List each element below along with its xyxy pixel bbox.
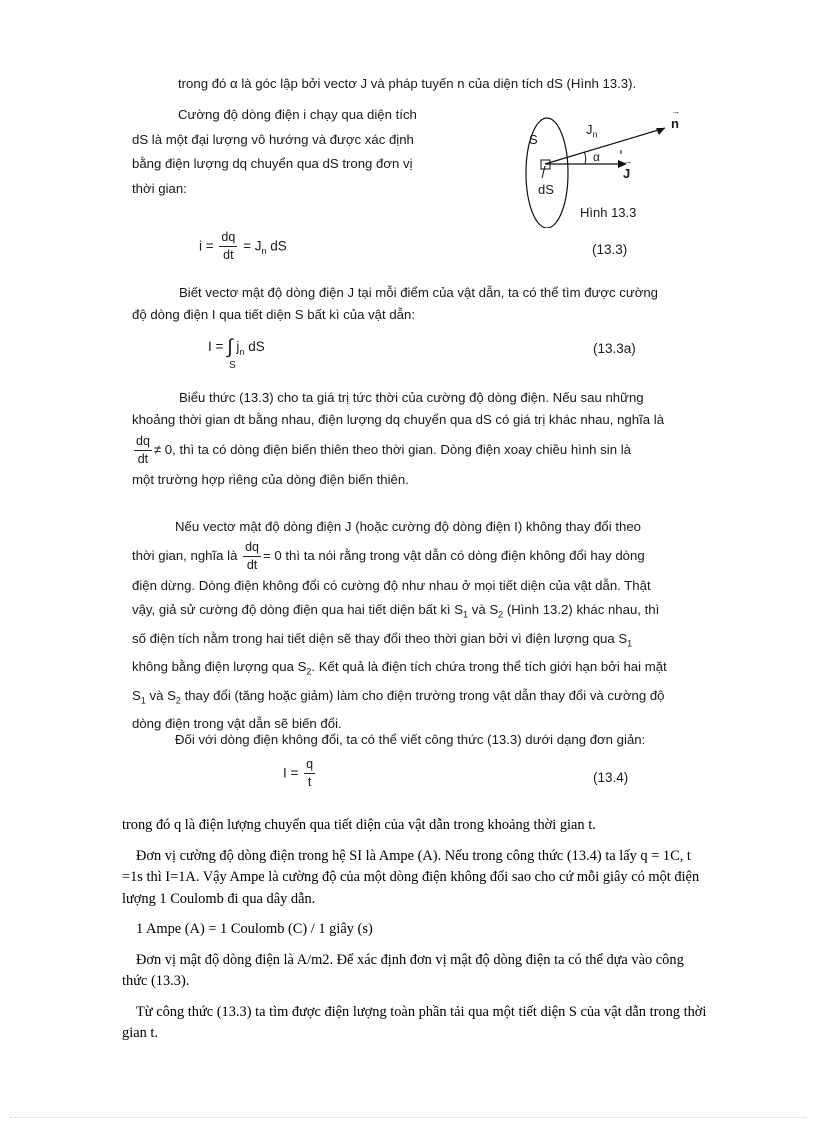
- angle-arc: [584, 152, 586, 164]
- inst-line-4: một trường hợp riêng của dòng điện biến thiên.: [132, 472, 409, 487]
- const-line-4: [132, 598, 727, 627]
- eq3-lhs: I =: [283, 765, 299, 781]
- ds-pointer-line: [542, 166, 545, 178]
- figure-label-j-text: → J: [623, 166, 630, 181]
- inst-line-3: [132, 431, 727, 469]
- const-line-4-sub1: 1: [463, 609, 469, 620]
- inst-line-2: khoảng thời gian dt bằng nhau, điện lượng dq chuyển qua dS có giá trị khác nhau, nghĩa là: [132, 412, 665, 427]
- equation-13-4: [283, 758, 317, 790]
- const-line-5-sub: 1: [627, 638, 633, 649]
- const-line-4-c: (Hình 13.2) khác nhau, thì: [506, 602, 660, 617]
- const-fraction-num: dq: [243, 541, 261, 557]
- eq2-body-sub: n: [239, 346, 245, 357]
- equation-number-13-3: (13.3): [592, 242, 628, 257]
- normal-vector-arrowhead: [656, 128, 665, 135]
- eq1-fraction: [219, 231, 237, 263]
- serif-line-9: gian t.: [122, 1025, 158, 1041]
- instantaneous-paragraph: [132, 387, 727, 491]
- serif-line-7: thức (13.3).: [122, 973, 190, 989]
- serif-line-2: Đơn vị cường độ dòng điện trong hệ SI là Ampe (A). Nếu trong công thức (13.4) ta lấy q = 1C, t: [136, 847, 691, 864]
- figure-label-n: [671, 116, 679, 131]
- line-top-text: trong đó α là góc lập bởi vectơ J và pháp tuyến n của diện tích dS (Hình 13.3).: [178, 76, 637, 91]
- const-line-2-b: thì ta nói rằng trong vật dẫn có dòng điện không đổi hay dòng: [285, 548, 645, 563]
- figure-label-j: [623, 166, 630, 181]
- const-line-6: [132, 655, 727, 684]
- const-line-6-sub: 2: [306, 666, 312, 677]
- inst-fraction-den: dt: [137, 451, 149, 466]
- eq1-num: dq: [219, 231, 237, 247]
- intro-paragraph: [132, 103, 472, 201]
- const-line-4-a: vậy, giả sử cường độ dòng điện qua hai tiết diện bất kì S: [132, 602, 464, 617]
- const-fraction-den: dt: [246, 557, 258, 572]
- serif-line-3: =1s thì I=1A. Vậy Ampe là cường độ của một dòng điện không đổi sao cho cứ mỗi giây có một điện: [122, 869, 700, 885]
- serif-line-6: Đơn vị mật độ dòng điện là A/m2. Để xác định đơn vị mật độ dòng điện ta có thể dựa vào công: [136, 951, 684, 968]
- inst-fraction: [134, 435, 152, 467]
- eq2-integral: [227, 336, 236, 371]
- const-line-1: Nếu vectơ mật độ dòng điện J (hoặc cường độ dòng điện I) không thay đổi theo: [175, 519, 642, 534]
- eq3-den: t: [307, 774, 312, 789]
- intro-line-2: dS là một đại lượng vô hướng và được xác định: [132, 131, 414, 147]
- const-line-4-sub2: 2: [498, 609, 504, 620]
- equation-number-13-3a: (13.3a): [593, 341, 636, 356]
- line-top: [178, 76, 636, 92]
- simple-form-paragraph: Đối với dòng điện không đổi, ta có thể viết công thức (13.3) dưới dạng đơn giản:: [175, 732, 646, 747]
- serif-line-4: lượng 1 Coulomb đi qua dây dẫn.: [122, 890, 316, 907]
- eq2-tail: dS: [248, 339, 265, 355]
- vector-line-1: Biết vectơ mật độ dòng điện J tại mỗi điểm của vật dẫn, ta có thể tìm được cường: [179, 285, 659, 300]
- eq2-lhs: I =: [208, 339, 224, 355]
- inst-line-3-text: , thì ta có dòng điện biến thiên theo thời gian. Dòng điện xoay chiều hình sin là: [172, 442, 631, 457]
- inst-fraction-num: dq: [134, 435, 152, 451]
- equation-13-3a: [208, 336, 265, 371]
- figure-label-ds: dS: [538, 182, 554, 197]
- equation-number-13-4: (13.4): [593, 770, 629, 785]
- const-line-5: [132, 627, 727, 656]
- normal-vector-line: [545, 128, 665, 164]
- figure-label-jn: [586, 122, 598, 140]
- bottom-dotted-border: [10, 1117, 806, 1118]
- const-line-8: dòng điện trong vật dẫn sẽ biến đổi.: [132, 715, 342, 731]
- const-line-6-b: . Kết quả là điện tích chứa trong thể tích giới hạn bởi hai mặt: [311, 659, 667, 675]
- serif-section: [122, 815, 762, 1045]
- eq2-body: j: [236, 339, 240, 355]
- const-line-2-a: thời gian, nghĩa là: [132, 548, 238, 563]
- inst-fraction-op: ≠ 0: [153, 442, 173, 457]
- eq1-rhs-tail: dS: [270, 238, 287, 254]
- constant-current-paragraph: [132, 516, 727, 735]
- const-line-7-text: thay đổi (tăng hoặc giảm) làm cho điện trường trong vật dẫn thay đổi và cường độ: [184, 687, 665, 703]
- eq1-rhs-sub: n: [261, 246, 267, 256]
- figure-label-n-text: → n: [671, 116, 679, 131]
- const-fraction-op: = 0: [263, 548, 282, 563]
- vector-line-2: độ dòng điện I qua tiết diện S bất kì của vật dẫn:: [132, 307, 416, 322]
- const-line-7: $S_1$ và $S_2$ thay đổi (tăng hoặc giảm) làm cho điện trường trong vật dẫn thay đổi và cường độ: [132, 687, 665, 706]
- const-line-3: điện dừng. Dòng điện không đổi có cường độ như nhau ở mọi tiết diện của vật dẫn. Thật: [132, 578, 651, 593]
- figure-label-jn-sub: n: [592, 129, 598, 140]
- vector-paragraph: [132, 282, 727, 326]
- const-line-7-sub1: 1: [140, 695, 146, 706]
- eq1-den: dt: [223, 247, 234, 262]
- eq3-fraction: [304, 758, 315, 790]
- figure-label-s: S: [529, 132, 538, 147]
- eq2-integral-sign: ∫: [227, 336, 233, 358]
- const-line-2: [132, 538, 727, 574]
- const-line-4-b: và S: [471, 602, 499, 617]
- eq2-integral-lower: S: [229, 360, 236, 371]
- eq1-lhs: i =: [199, 238, 214, 254]
- serif-line-8: Từ công thức (13.3) ta tìm được điện lượng toàn phần tải qua một tiết diện S của vật dẫn trong thời: [136, 1003, 707, 1020]
- const-line-7-sub2: 2: [175, 695, 181, 706]
- eq3-num: q: [304, 758, 315, 774]
- figure-label-jn-main: J: [586, 122, 593, 137]
- intro-line-3: bằng điện lượng dq chuyển qua dS trong đơn vị: [132, 156, 413, 171]
- serif-line-1: trong đó q là điện lượng chuyển qua tiết diện của vật dẫn trong khoảng thời gian t.: [122, 817, 596, 833]
- intro-line-1: Cường độ dòng điện i chạy qua diện tích: [178, 107, 417, 122]
- const-line-6-a: không bằng điện lượng qua S: [132, 659, 307, 675]
- eq1-rhs: = J: [243, 238, 262, 254]
- equation-13-3: [199, 231, 287, 263]
- intro-line-4: thời gian:: [132, 180, 187, 196]
- inst-line-1: Biểu thức (13.3) cho ta giá trị tức thời của cường độ dòng điện. Nếu sau những: [179, 390, 644, 405]
- const-line-5-text: số điện tích nằm trong hai tiết diện sẽ thay đổi theo thời gian bởi vì điện lượng qua S: [132, 630, 628, 646]
- figure-caption: Hình 13.3: [580, 205, 637, 220]
- figure-label-alpha: α: [593, 150, 600, 164]
- serif-line-5: 1 Ampe (A) = 1 Coulomb (C) / 1 giây (s): [136, 921, 373, 937]
- const-fraction: [243, 541, 261, 573]
